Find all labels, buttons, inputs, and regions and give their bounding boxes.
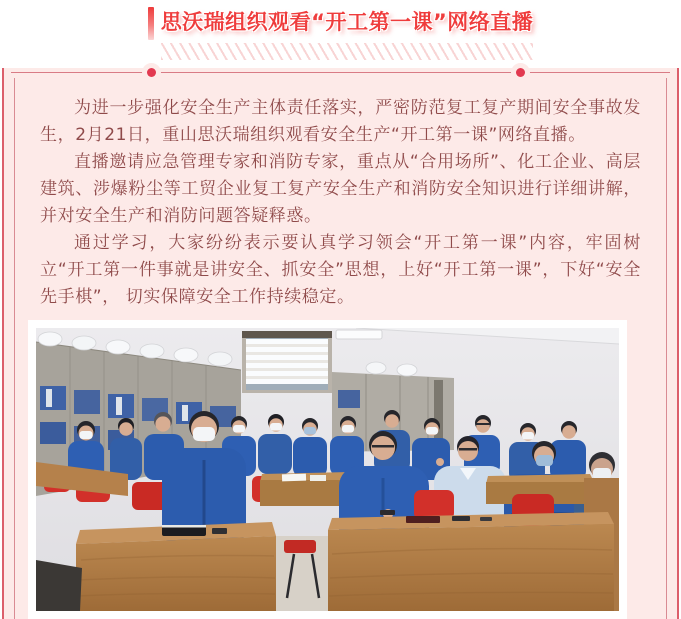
article-title: 思沃瑞组织观看“开工第一课”网络直播 <box>160 10 534 34</box>
article-paragraph: 通过学习，大家纷纷表示要认真学习领会“开工第一课”内容，牢固树立“开工第一件事就是讲安全、抓安全”思想，上好“开工第一课”，下好“安全先手棋”， 切实保障安全工作持续稳定。 <box>40 233 641 307</box>
title-hatch-decoration <box>161 43 534 60</box>
classroom-photo-illustration <box>36 328 619 611</box>
content-panel <box>2 68 679 619</box>
article-header <box>0 0 681 68</box>
divider-dot-left <box>147 68 156 77</box>
window-blinds <box>242 331 332 393</box>
article-paragraph: 直播邀请应急管理专家和消防专家，重点从“合用场所”、化工企业、高层建筑、涉爆粉尘等工贸企业复工复产安全生产和消防安全知识进行详细讲解，并对安全生产和消防问题答疑释惑。 <box>40 152 641 226</box>
article-photo[interactable] <box>28 320 627 619</box>
inner-border-right <box>666 78 667 619</box>
article-body <box>4 68 677 311</box>
title-accent-bar <box>148 7 154 40</box>
dark-chair-corner <box>36 560 82 611</box>
inner-border-left <box>14 78 15 619</box>
top-divider-line <box>11 72 670 73</box>
floor-gap <box>276 536 328 611</box>
article-paragraph: 为进一步强化安全生产主体责任落实，严密防范复工复产期间安全事故发生，2月21日，重山思沃瑞组织观看安全生产“开工第一课”网络直播。 <box>40 98 641 145</box>
foreground-desks <box>76 512 614 611</box>
divider-dot-right <box>516 68 525 77</box>
